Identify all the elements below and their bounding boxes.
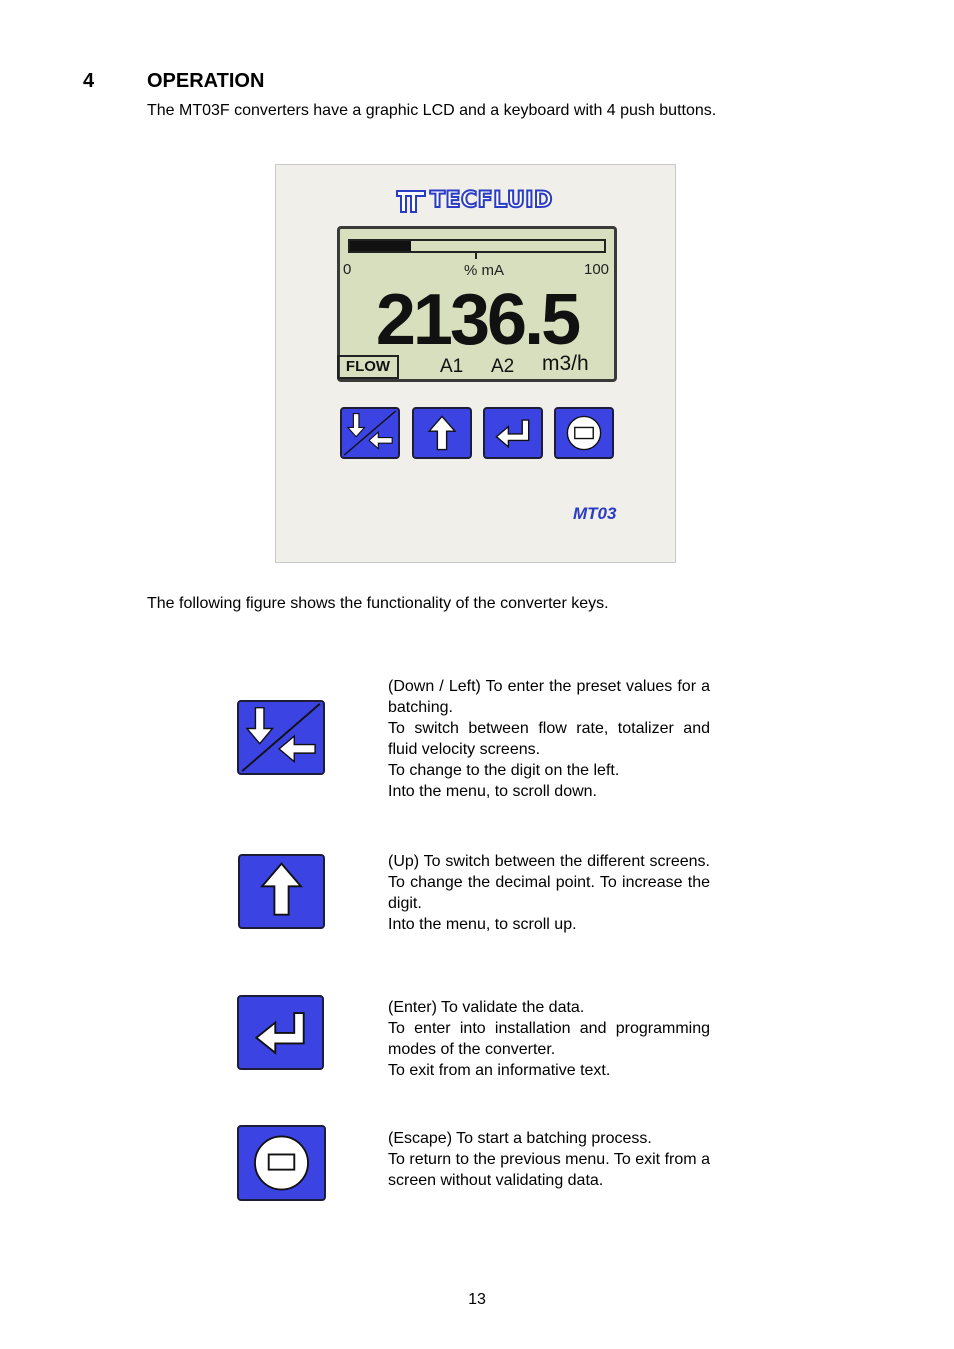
brand-name: TECFLUID: [430, 188, 553, 213]
description-line: (Up) To switch between the different screens. To change the decimal point. To increase the digit.: [388, 853, 710, 912]
enter-icon: [239, 997, 322, 1068]
alarm1-indicator: A1: [440, 356, 464, 377]
key-enter-button[interactable]: [237, 995, 324, 1070]
key-up-button[interactable]: [238, 854, 325, 929]
lcd-screen: [337, 226, 617, 382]
converter-panel: [275, 164, 676, 563]
analog-output-bar-fill: [350, 241, 411, 251]
description-line: Into the menu, to scroll up.: [388, 916, 577, 933]
up-button[interactable]: [412, 407, 472, 459]
figure-caption: The following figure shows the functionality of the converter keys.: [147, 595, 609, 612]
description-line: To change to the digit on the left.: [388, 762, 620, 779]
scale-max-label: 100: [584, 261, 610, 278]
scale-unit-label: % mA: [464, 262, 505, 279]
description-line: (Enter) To validate the data.: [388, 999, 585, 1016]
page-number: 13: [468, 1291, 486, 1308]
section-title: OPERATION: [147, 70, 265, 92]
description-line: To enter into installation and programming modes of the converter.: [388, 1020, 710, 1058]
description-line: (Down / Left) To enter the preset values for a batching.: [388, 678, 710, 716]
key-down-left-button[interactable]: [237, 700, 325, 775]
description-line: To switch between flow rate, totalizer and fluid velocity screens.: [388, 720, 710, 758]
description-line: To return to the previous menu. To exit from a screen without validating data.: [388, 1151, 710, 1189]
down-left-icon: [239, 702, 323, 773]
analog-output-bar: [348, 239, 606, 253]
escape-icon: [239, 1127, 324, 1199]
key-escape-description: [388, 1128, 710, 1191]
description-line: To exit from an informative text.: [388, 1062, 611, 1079]
model-label: MT03: [573, 504, 617, 523]
up-arrow-icon: [240, 856, 323, 927]
key-enter-description: [388, 997, 710, 1081]
down-left-icon: [342, 409, 398, 457]
enter-icon: [485, 409, 541, 457]
key-escape-button[interactable]: [237, 1125, 326, 1201]
scale-min-label: 0: [343, 261, 352, 278]
flow-value: 2136.5: [375, 280, 579, 360]
brand-logo: [396, 189, 553, 213]
key-up-description: [388, 851, 710, 935]
escape-icon: [556, 409, 612, 457]
escape-button[interactable]: [554, 407, 614, 459]
mode-label: FLOW: [337, 355, 399, 379]
alarm2-indicator: A2: [491, 356, 515, 377]
up-arrow-icon: [414, 409, 470, 457]
intro-text: The MT03F converters have a graphic LCD and a keyboard with 4 push buttons.: [147, 102, 717, 119]
enter-button[interactable]: [483, 407, 543, 459]
section-number: 4: [83, 70, 95, 92]
brand-mark-icon: [396, 189, 426, 213]
key-down-left-description: [388, 676, 710, 802]
flow-unit-label: m3/h: [542, 352, 589, 375]
description-line: (Escape) To start a batching process.: [388, 1130, 652, 1147]
description-line: Into the menu, to scroll down.: [388, 783, 597, 800]
down-left-button[interactable]: [340, 407, 400, 459]
bar-midpoint-tick: [475, 253, 477, 259]
